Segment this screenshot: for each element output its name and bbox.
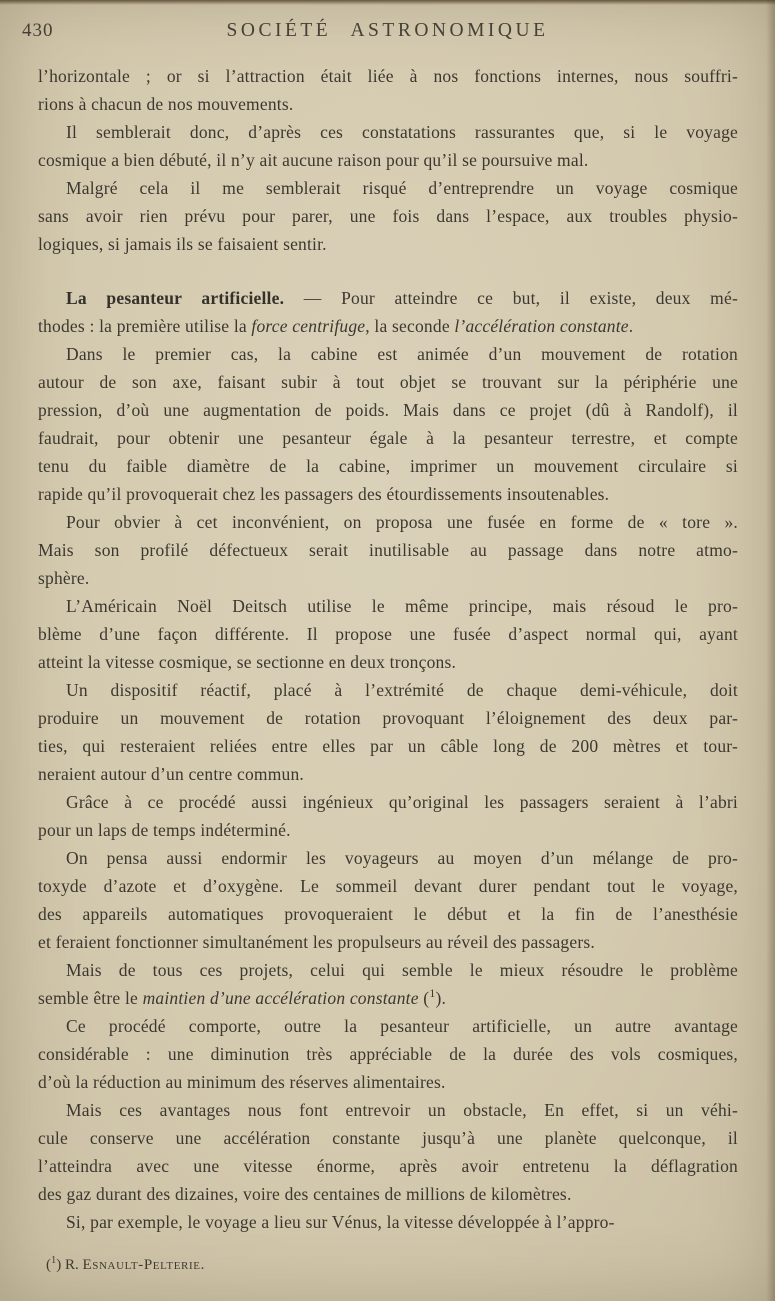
text-segment: 1	[51, 1255, 57, 1266]
text-segment: et feraient fonctionner simultanément les propulseurs au réveil des passagers.	[38, 932, 595, 952]
text-segment: cule conserve une accélération constante jusqu’à une planète quelconque, il	[38, 1128, 738, 1148]
text-segment: Malgré cela il me semblerait risqué d’entreprendre un voyage cosmique	[66, 178, 738, 198]
text-segment: rions à chacun de nos mouvements.	[38, 94, 294, 114]
text-line	[38, 620, 738, 648]
text-line	[38, 230, 738, 258]
paragraph	[38, 1208, 738, 1236]
scan-right-edge	[766, 0, 775, 1301]
text-segment: , la seconde	[365, 316, 455, 336]
text-segment: maintien d’une accélération constante	[142, 988, 419, 1008]
text-segment: logiques, si jamais ils se faisaient sentir.	[38, 234, 327, 254]
text-segment: (	[46, 1257, 51, 1273]
text-line	[38, 788, 738, 816]
text-segment: Un dispositif réactif, placé à l’extrémité de chaque demi-véhicule, doit	[66, 680, 738, 700]
text-segment: sans avoir rien prévu pour parer, une fois dans l’espace, aux troubles physio-	[38, 206, 738, 226]
text-segment: neraient autour d’un centre commun.	[38, 764, 304, 784]
text-line	[38, 1180, 738, 1208]
text-line	[38, 146, 738, 174]
text-segment: l’accélération constante	[454, 316, 629, 336]
paragraph	[38, 284, 738, 340]
text-segment: semble être le	[38, 988, 143, 1008]
text-line	[38, 508, 738, 536]
text-line	[38, 1012, 738, 1040]
text-segment: l’atteindra avec une vitesse énorme, après avoir entretenu la déflagration	[38, 1156, 738, 1176]
footnote	[46, 1254, 738, 1276]
journal-title: SOCIÉTÉ ASTRONOMIQUE	[226, 20, 549, 41]
text-line	[38, 816, 738, 844]
text-line	[38, 1040, 738, 1068]
text-segment: Mais son profilé défectueux serait inutilisable au passage dans notre atmo-	[38, 540, 738, 560]
journal-header	[0, 0, 775, 46]
text-segment: blème d’une façon différente. Il propose une fusée d’aspect normal qui, ayant	[38, 624, 738, 644]
text-segment: l’horizontale ; or si l’attraction était liée à nos fonctions internes, nous souffri-	[38, 66, 738, 86]
paragraph	[38, 62, 738, 118]
text-line	[38, 984, 738, 1012]
text-segment: Il semblerait donc, d’après ces constatations rassurantes que, si le voyage	[66, 122, 738, 142]
text-line	[38, 174, 738, 202]
paragraph	[38, 844, 738, 956]
text-line	[38, 928, 738, 956]
text-line	[38, 480, 738, 508]
paragraph	[38, 508, 738, 592]
text-line	[38, 956, 738, 984]
page-number: 430	[22, 20, 54, 41]
text-segment: atteint la vitesse cosmique, se sectionne en deux tronçons.	[38, 652, 457, 672]
text-segment: cosmique a bien débuté, il n’y ait aucune raison pour qu’il se poursuive mal.	[38, 150, 589, 170]
text-segment: 1	[429, 986, 436, 1001]
paragraph	[38, 174, 738, 258]
text-line	[38, 90, 738, 118]
text-line	[38, 872, 738, 900]
text-segment: des gaz durant des dizaines, voire des centaines de millions de kilomètres.	[38, 1184, 572, 1204]
text-line	[38, 1068, 738, 1096]
text-line	[38, 312, 738, 340]
paragraph	[38, 592, 738, 676]
text-line	[38, 284, 738, 312]
text-segment: On pensa aussi endormir les voyageurs au moyen d’un mélange de pro-	[66, 848, 738, 868]
text-segment: ).	[435, 988, 447, 1008]
text-segment: d’où la réduction au minimum des réserves alimentaires.	[38, 1072, 446, 1092]
text-segment: considérable : une diminution très appréciable de la durée des vols cosmiques,	[38, 1044, 738, 1064]
text-segment: produire un mouvement de rotation provoquant l’éloignement des deux par-	[38, 708, 738, 728]
text-line	[38, 648, 738, 676]
text-segment: Mais de tous ces projets, celui qui semble le mieux résoudre le problème	[66, 960, 738, 980]
paragraph	[38, 1012, 738, 1096]
text-segment: Mais ces avantages nous font entrevoir un obstacle, En effet, si un véhi-	[66, 1100, 738, 1120]
text-segment: Esnault-Pelterie.	[82, 1257, 205, 1273]
text-line	[38, 760, 738, 788]
text-line	[38, 202, 738, 230]
text-segment: tenu du faible diamètre de la cabine, imprimer un mouvement circulaire si	[38, 456, 738, 476]
text-segment: La pesanteur artificielle.	[66, 288, 285, 308]
text-line	[38, 676, 738, 704]
text-line	[38, 118, 738, 146]
text-line	[38, 1208, 738, 1236]
text-line	[38, 368, 738, 396]
text-segment: Grâce à ce procédé aussi ingénieux qu’original les passagers seraient à l’abri	[66, 792, 738, 812]
text-segment: (	[418, 988, 430, 1008]
text-segment: toxyde d’azote et d’oxygène. Le sommeil devant durer pendant tout le voyage,	[38, 876, 738, 896]
text-segment: pression, d’où une augmentation de poids. Mais dans ce projet (dû à Randolf), il	[38, 400, 738, 420]
text-line	[38, 340, 738, 368]
text-line	[38, 592, 738, 620]
text-segment: ties, qui resteraient reliées entre elles par un câble long de 200 mètres et tour-	[38, 736, 738, 756]
text-segment: Ce procédé comporte, outre la pesanteur artificielle, un autre avantage	[66, 1016, 738, 1036]
text-line	[38, 452, 738, 480]
text-segment: force centrifuge	[251, 316, 366, 336]
text-segment: ) R.	[56, 1257, 83, 1273]
text-segment: .	[628, 316, 634, 336]
text-line	[38, 704, 738, 732]
text-line	[38, 62, 738, 90]
text-segment: Pour obvier à cet inconvénient, on proposa une fusée en forme de « tore ».	[66, 512, 738, 532]
paragraph	[38, 118, 738, 174]
text-line	[38, 844, 738, 872]
page-body	[38, 62, 738, 1236]
text-line	[38, 564, 738, 592]
text-line	[38, 1096, 738, 1124]
paragraph	[38, 676, 738, 788]
text-line	[38, 732, 738, 760]
text-line	[38, 536, 738, 564]
text-segment: faudrait, pour obtenir une pesanteur égale à la pesanteur terrestre, et compte	[38, 428, 738, 448]
text-segment: L’Américain Noël Deitsch utilise le même principe, mais résoud le pro-	[66, 596, 738, 616]
text-segment: des appareils automatiques provoqueraient le début et la fin de l’anesthésie	[38, 904, 738, 924]
paragraph	[38, 1096, 738, 1208]
text-segment: Si, par exemple, le voyage a lieu sur Vénus, la vitesse développée à l’appro-	[66, 1212, 615, 1232]
paragraph	[38, 956, 738, 1012]
paragraph	[38, 340, 738, 508]
paragraph	[38, 788, 738, 844]
text-line	[38, 1152, 738, 1180]
text-segment: sphère.	[38, 568, 90, 588]
text-segment: Dans le premier cas, la cabine est animée d’un mouvement de rotation	[66, 344, 738, 364]
text-segment: pour un laps de temps indéterminé.	[38, 820, 291, 840]
text-segment: thodes : la première utilise la	[38, 316, 252, 336]
text-line	[38, 396, 738, 424]
text-segment: rapide qu’il provoquerait chez les passagers des étourdissements insoutenables.	[38, 484, 610, 504]
text-line	[38, 1124, 738, 1152]
text-segment: — Pour atteindre ce but, il existe, deux mé-	[284, 288, 738, 308]
text-segment: autour de son axe, faisant subir à tout objet se trouvant sur la périphérie une	[38, 372, 738, 392]
text-line	[38, 424, 738, 452]
text-line	[38, 900, 738, 928]
